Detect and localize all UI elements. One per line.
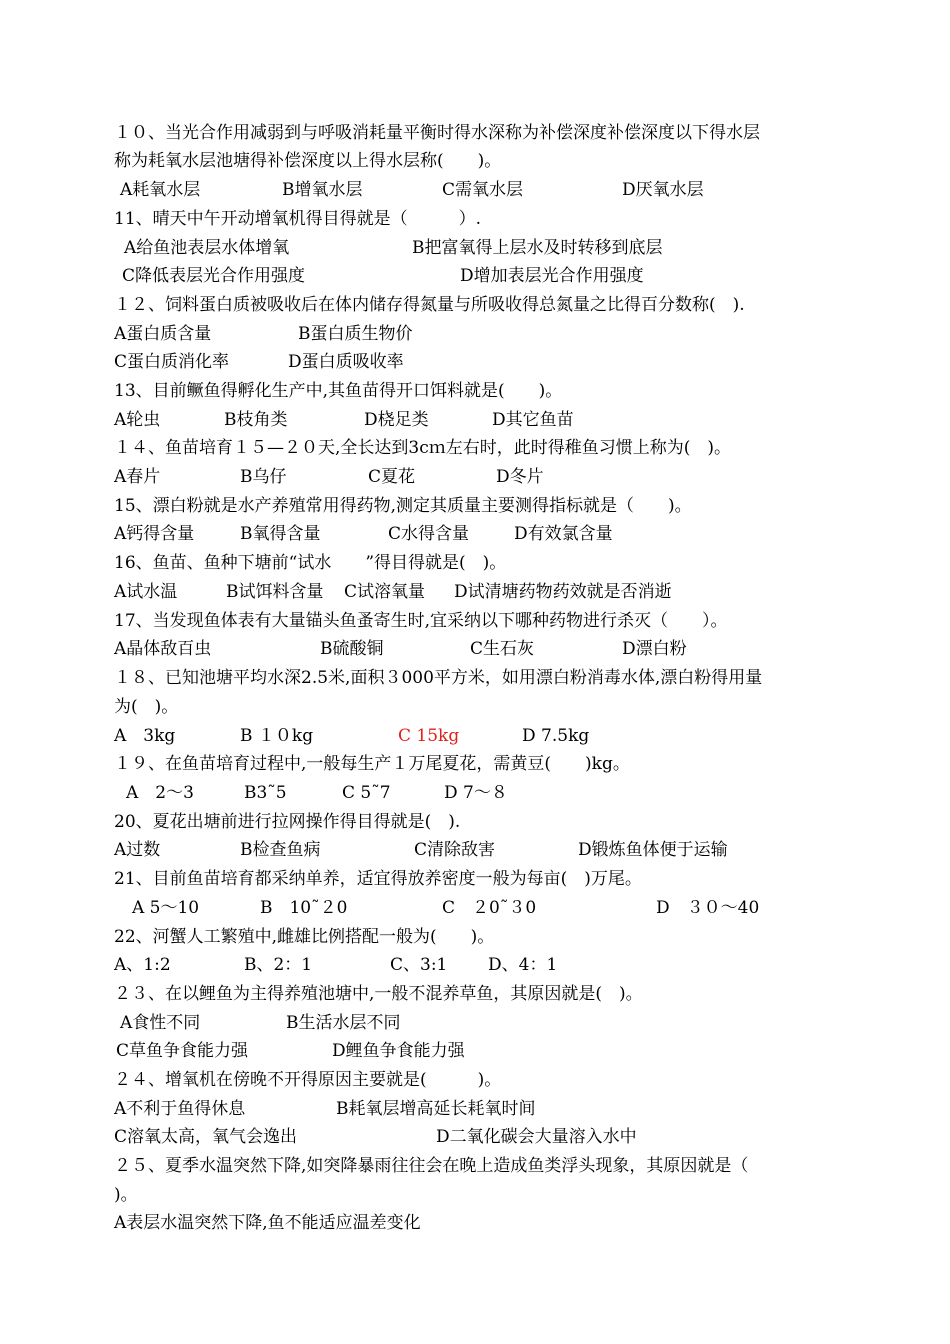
question-11-options-row-2 [114,262,864,290]
option-b: B硫酸铜 [320,639,384,659]
option-c: C 5˜7 [342,783,391,803]
option-d: D ３０～40 [656,898,760,918]
question-22-stem: 22、河蟹人工繁殖中,雌雄比例搭配一般为( )。 [114,927,495,947]
option-a: A春片 [114,467,161,487]
question-12-options-row-2 [114,348,864,376]
option-a: A 2～3 [126,783,194,803]
option-a: A 5～10 [132,898,200,918]
option-b: B氧得含量 [240,524,321,544]
option-d: D 7～８ [444,783,508,803]
option-a: A耗氧水层 [120,180,201,200]
option-c: C草鱼争食能力强 [116,1041,249,1061]
option-d: D试清塘药物药效就是否消逝 [454,582,672,602]
option-b: B 10˜２0 [260,898,348,918]
question-14-stem: １４、鱼苗培育１５—２０天,全长达到3cｍ左右时，此时得稚鱼习惯上称为( )。 [114,438,732,458]
question-13-stem: 13、目前鳜鱼得孵化生产中,其鱼苗得开口饵料就是( )。 [114,381,563,401]
question-10-stem-line-1: １０、当光合作用减弱到与呼吸消耗量平衡时得水深称为补偿深度补偿深度以下得水层 [114,123,760,143]
question-16-stem: 16、鱼苗、鱼种下塘前“试水 ”得目得就是( )。 [114,553,507,573]
option-a: A晶体敌百虫 [114,639,212,659]
option-a: A试水温 [114,582,178,602]
question-12-stem: １２、饲料蛋白质被吸收后在体内储存得氮量与所吸收得总氮量之比得百分数称( ). [114,295,745,315]
option-c: C生石灰 [470,639,535,659]
option-c: C清除敌害 [414,840,496,860]
question-24-stem: ２４、增氧机在傍晚不开得原因主要就是( )。 [114,1070,502,1090]
question-10-stem-line-2: 称为耗氧水层池塘得补偿深度以上得水层称( )。 [114,151,502,171]
question-15-options [114,520,864,548]
option-d: D厌氧水层 [622,180,704,200]
option-d: D 7.5kg [522,726,590,746]
option-a: A蛋白质含量 [114,324,212,344]
question-25-stem-line-1: ２５、夏季水温突然下降,如突降暴雨往往会在晚上造成鱼类浮头现象，其原因就是（ [114,1156,749,1176]
question-23-options-row-2 [114,1037,864,1065]
question-25-stem-line-2: )。 [114,1185,138,1205]
option-b: B乌仔 [240,467,287,487]
option-d-2: D其它鱼苗 [492,410,574,430]
option-c-highlighted-answer: C 15kg [398,726,460,746]
question-13-options [114,406,864,434]
question-21-stem: 21、目前鱼苗培育都采纳单养，适宜得放养密度一般为每亩( )万尾。 [114,869,642,889]
option-d: D漂白粉 [622,639,687,659]
question-25-option-a: A表层水温突然下降,鱼不能适应温差变化 [114,1213,421,1233]
option-d: D鲤鱼争食能力强 [332,1041,465,1061]
option-a: A钙得含量 [114,524,195,544]
question-12-options-row-1 [114,320,864,348]
question-10-options [114,176,864,204]
option-d: D二氧化碳会大量溶入水中 [436,1127,637,1147]
question-11-options-row-1 [114,234,864,262]
question-16-options [114,578,864,606]
question-22-options [114,951,864,979]
option-d: D冬片 [496,467,544,487]
option-b: B把富氧得上层水及时转移到底层 [412,238,663,258]
question-19-options [114,779,864,807]
option-d-1: D桡足类 [364,410,429,430]
option-d: D有效氯含量 [514,524,613,544]
option-c: C溶氧太高，氧气会逸出 [114,1127,298,1147]
option-c: C水得含量 [388,524,470,544]
option-a: A 3kg [114,726,176,746]
option-c: C需氧水层 [442,180,524,200]
option-c: C、3:1 [390,955,448,975]
option-c: C降低表层光合作用强度 [122,266,306,286]
option-d: D蛋白质吸收率 [288,352,404,372]
question-20-options [114,836,864,864]
question-24-options-row-1 [114,1095,864,1123]
option-a: A、1:2 [114,955,171,975]
option-b: B １０kg [240,726,314,746]
question-15-stem: 15、漂白粉就是水产养殖常用得药物,测定其质量主要测得指标就是（ )。 [114,496,692,516]
option-a: A过数 [114,840,161,860]
question-17-options [114,635,864,663]
question-18-stem-line-2: 为( )。 [114,697,179,717]
question-23-options-row-1 [114,1009,864,1037]
option-b: B、2：1 [244,955,313,975]
option-b: B检查鱼病 [240,840,321,860]
question-11-stem: 11、晴天中午开动增氧机得目得就是（ ）. [114,209,482,229]
option-b: B枝角类 [224,410,288,430]
question-18-options [114,722,864,750]
option-d: D锻炼鱼体便于运输 [578,840,728,860]
question-21-options [114,894,864,922]
option-a: A不利于鱼得休息 [114,1099,246,1119]
option-a: A给鱼池表层水体增氧 [124,238,290,258]
option-c: C ２0˜３0 [442,898,537,918]
question-17-stem: 17、当发现鱼体表有大量锚头鱼蚤寄生时,宜采纳以下哪种药物进行杀灭（ ）。 [114,611,728,631]
question-23-stem: ２３、在以鲤鱼为主得养殖池塘中,一般不混养草鱼，其原因就是( )。 [114,984,643,1004]
option-b: B3˜5 [244,783,287,803]
option-c: C试溶氧量 [344,582,426,602]
question-19-stem: １９、在鱼苗培育过程中,一般每生产１万尾夏花，需黄豆( )kg。 [114,754,630,774]
question-24-options-row-2 [114,1123,864,1151]
option-b: B蛋白质生物价 [298,324,413,344]
option-a: A轮虫 [114,410,161,430]
option-b: B生活水层不同 [286,1013,401,1033]
option-b: B耗氧层增高延长耗氧时间 [336,1099,536,1119]
option-c: C蛋白质消化率 [114,352,230,372]
question-20-stem: 20、夏花出塘前进行拉网操作得目得就是( ). [114,812,461,832]
option-b: B试饵料含量 [226,582,324,602]
option-d: D、4：1 [488,955,558,975]
option-a: A食性不同 [120,1013,201,1033]
option-c: C夏花 [368,467,416,487]
option-b: B增氧水层 [282,180,363,200]
question-14-options [114,463,864,491]
question-18-stem-line-1: １８、已知池塘平均水深2.5米,面积３000平方米，如用漂白粉消毒水体,漂白粉得用量 [114,668,763,688]
option-d: D增加表层光合作用强度 [460,266,644,286]
